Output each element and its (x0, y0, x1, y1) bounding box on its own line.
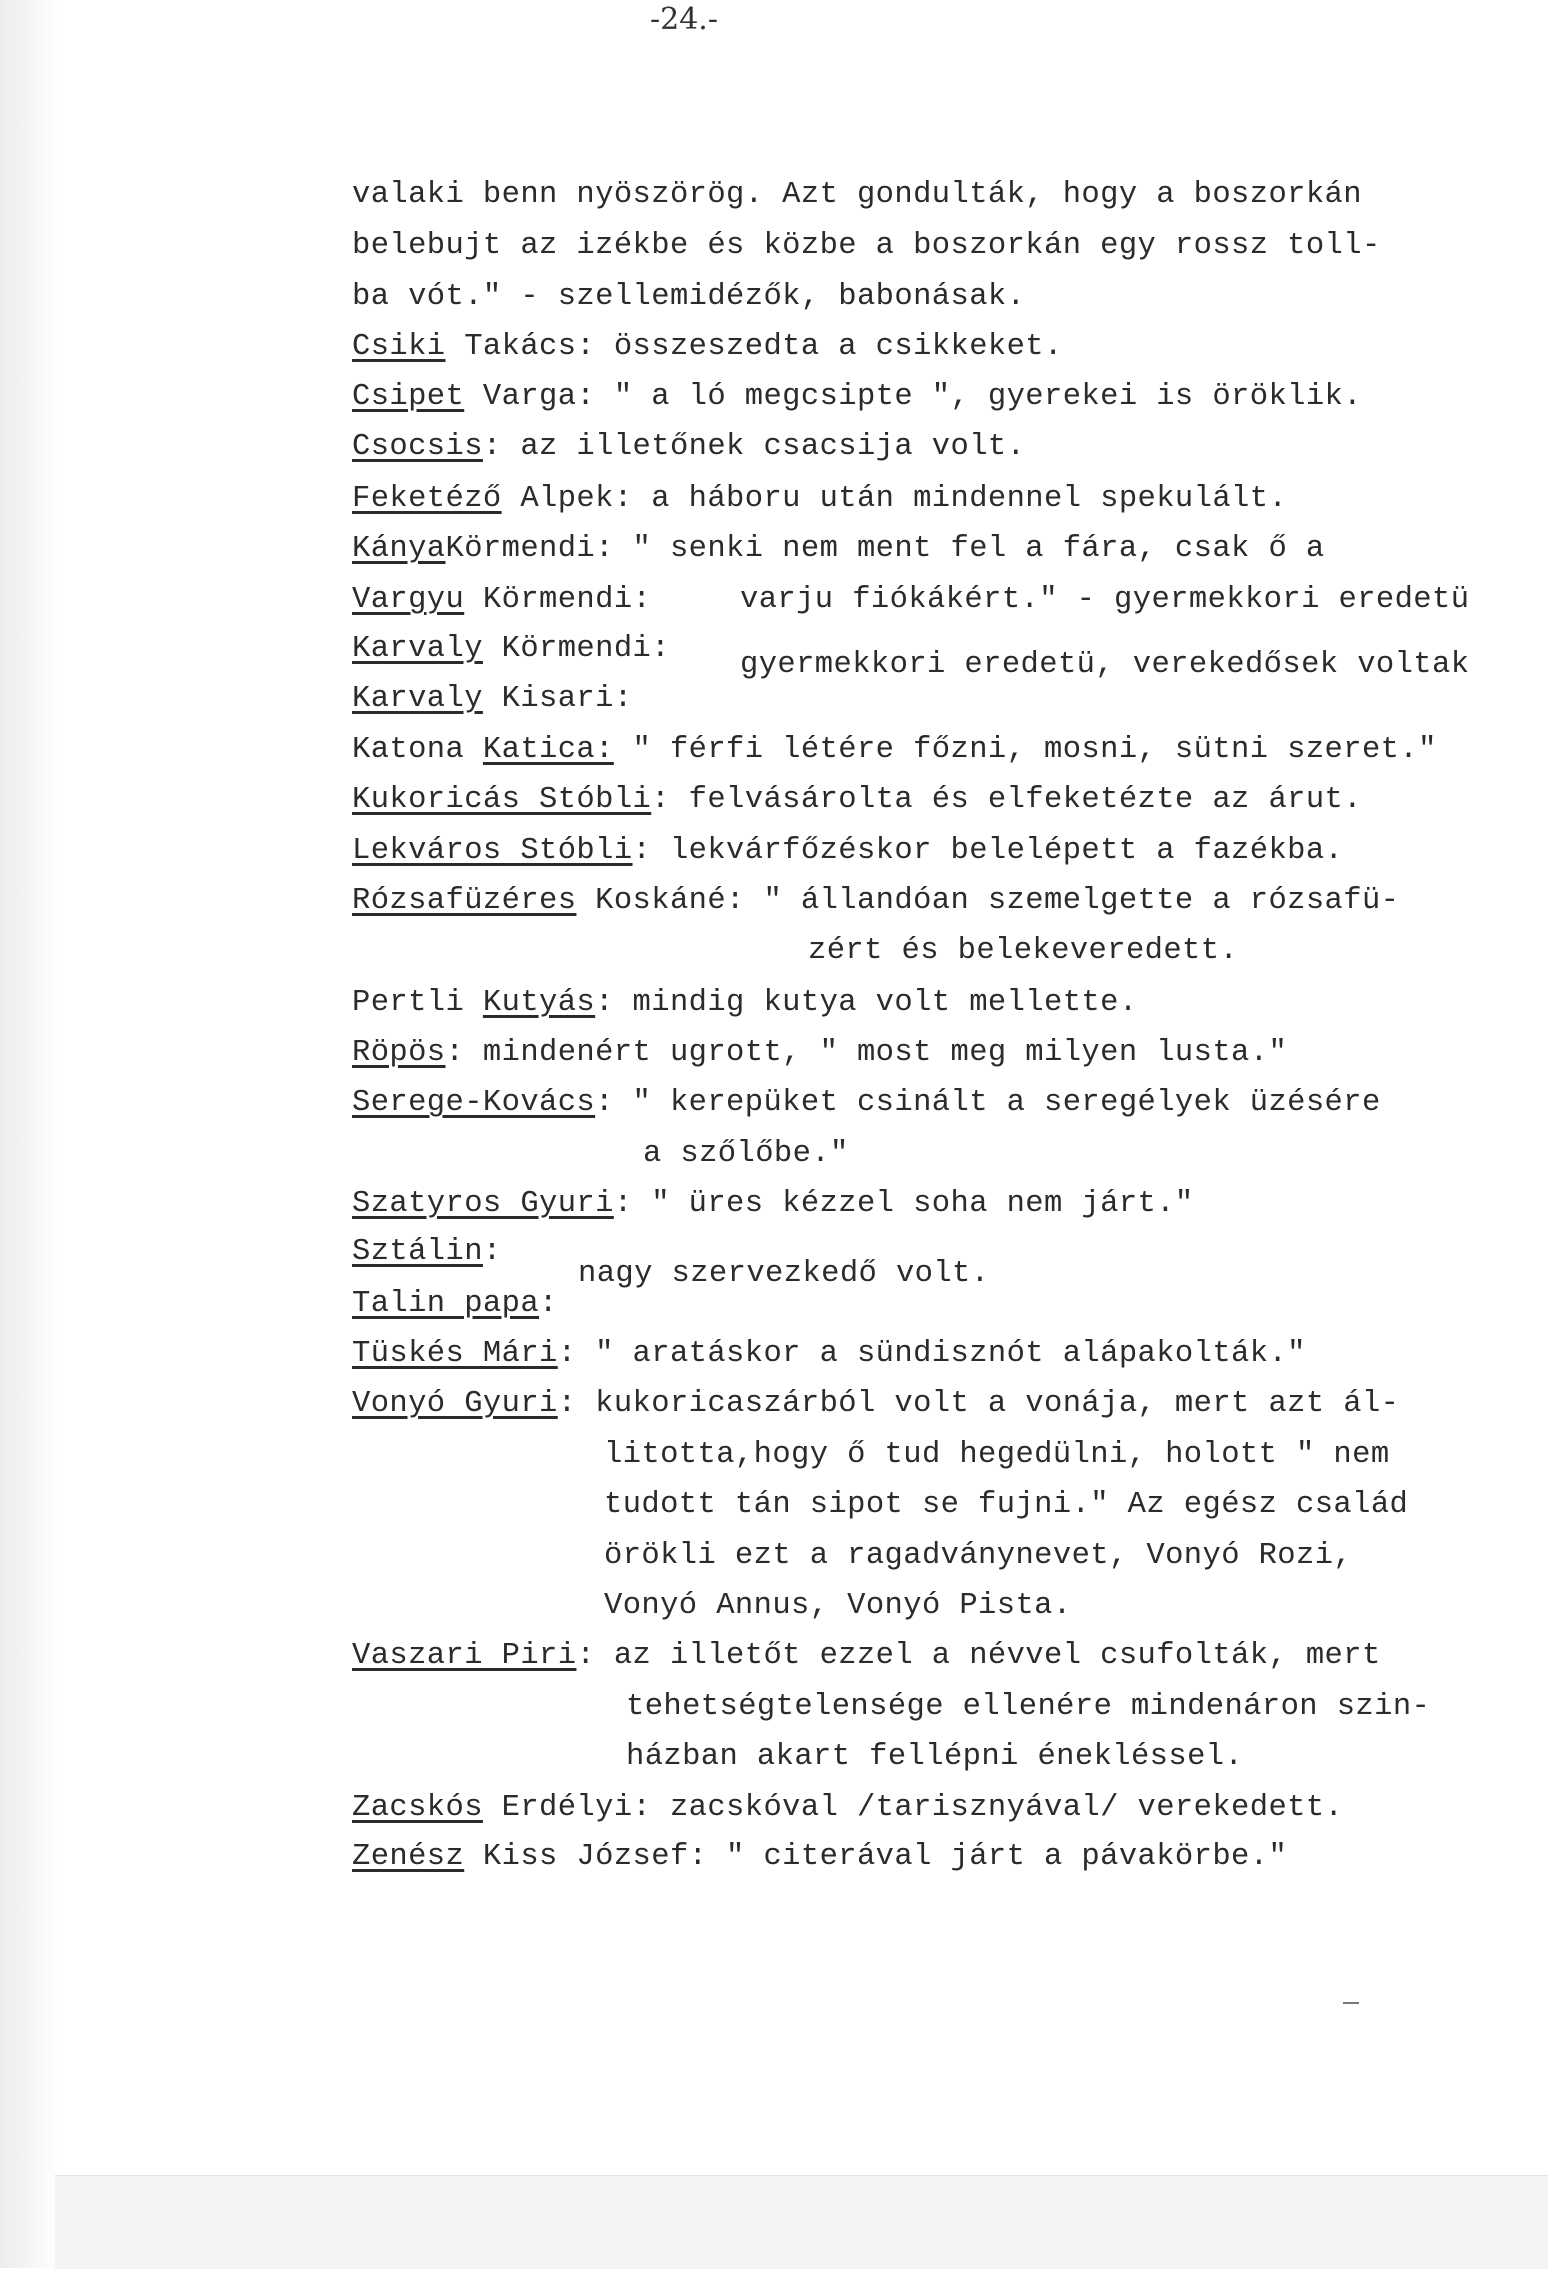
underlined-nickname: Zacskós (352, 1791, 483, 1825)
text-line (352, 781, 1362, 819)
line-text: Kisari: (482, 682, 633, 716)
underlined-nickname: Kukoricás Stóbli (352, 783, 652, 817)
text-line (352, 1084, 1381, 1122)
text-line (626, 1738, 1243, 1776)
line-text: ba vót." - szellemidézők, babonásak. (352, 280, 1026, 314)
text-line (352, 1335, 1306, 1373)
underlined-nickname: Csiki (352, 330, 446, 364)
line-text: Takács: összeszedta a csikkeket. (445, 330, 1063, 364)
scan-edge-shadow (0, 0, 60, 2268)
line-text: házban akart fellépni énekléssel. (626, 1740, 1244, 1774)
line-text: zért és belekeveredett. (808, 934, 1239, 968)
text-line (626, 1688, 1430, 1726)
underlined-nickname: Vonyó Gyuri (352, 1387, 558, 1421)
line-text: : (539, 1287, 558, 1321)
line-text: Vonyó Annus, Vonyó Pista. (604, 1589, 1072, 1623)
text-line (604, 1537, 1352, 1575)
text-line (352, 882, 1399, 920)
line-text: : kukoricaszárból volt a vonája, mert azt ál- (557, 1387, 1400, 1421)
line-text: Körmendi: (482, 632, 670, 666)
line-text: " férfi létére főzni, mosni, sütni szeret." (613, 733, 1437, 767)
text-line (808, 932, 1238, 970)
line-text: : az illetőnek csacsija volt. (482, 430, 1026, 464)
line-text: Varga: " a ló megcsipte ", gyerekei is öröklik. (464, 380, 1362, 414)
text-line (578, 1255, 989, 1293)
line-text: : " üres kézzel soha nem járt." (613, 1187, 1194, 1221)
text-line (352, 278, 1025, 316)
line-text: Körmendi: " senki nem ment fel a fára, csak ő a (445, 532, 1325, 566)
text-line (352, 1385, 1399, 1423)
line-text: Kiss József: " citerával járt a pávakörbe." (464, 1840, 1288, 1874)
underlined-nickname: Röpös (352, 1036, 446, 1070)
scan-bottom-band (55, 2175, 1548, 2269)
line-text: Katona (352, 733, 483, 767)
line-text: tudott tán sipot se fujni." Az egész család (604, 1488, 1409, 1522)
text-line (352, 378, 1362, 416)
underlined-nickname: Csipet (352, 380, 465, 414)
line-text: : felvásárolta és elfeketézte az árut. (651, 783, 1362, 817)
line-text: Körmendi: (464, 583, 652, 617)
text-line (352, 1185, 1194, 1223)
text-line (352, 984, 1138, 1022)
line-text: Pertli (352, 986, 483, 1020)
text-line (352, 581, 651, 619)
text-line (352, 832, 1343, 870)
line-text: litotta,hogy ő tud hegedülni, holott " nem (604, 1438, 1390, 1472)
text-line (352, 176, 1362, 214)
underlined-nickname: Talin papa (352, 1287, 540, 1321)
underlined-nickname: Feketéző (352, 482, 502, 516)
text-line (604, 1486, 1408, 1524)
line-text: tehetségtelensége ellenére mindenáron szin- (626, 1690, 1431, 1724)
text-line (740, 581, 1469, 619)
text-line (352, 328, 1063, 366)
text-line (352, 480, 1287, 518)
line-text: varju fiókákért." - gyermekkori eredetü (740, 583, 1470, 617)
underlined-nickname: Kánya (352, 532, 446, 566)
text-line (352, 1285, 558, 1323)
text-line (352, 630, 670, 668)
line-text: Alpek: a háboru után mindennel spekulált. (501, 482, 1288, 516)
underlined-nickname: Vaszari Piri (352, 1639, 577, 1673)
line-text: gyermekkori eredetü, verekedősek voltak (740, 648, 1470, 682)
text-line (604, 1436, 1390, 1474)
text-line (352, 680, 633, 718)
underlined-nickname: Vargyu (352, 583, 465, 617)
text-line (352, 428, 1025, 466)
underlined-nickname: Karvaly (352, 682, 483, 716)
line-text: : " kerepüket csinált a seregélyek üzésére (595, 1086, 1381, 1120)
margin-dash-mark (1343, 2002, 1359, 2004)
underlined-nickname: Katica: (482, 733, 614, 767)
line-text: : lekvárfőzéskor belelépett a fazékba. (632, 834, 1344, 868)
line-text: Koskáné: " állandóan szemelgette a rózsafü- (576, 884, 1400, 918)
text-line (352, 1789, 1343, 1827)
text-line (352, 227, 1381, 265)
line-text: : " aratáskor a sündisznót alápakolták." (557, 1337, 1306, 1371)
underlined-nickname: Sztálin (352, 1235, 483, 1269)
page-number: -24.- (650, 2, 718, 37)
underlined-nickname: Kutyás (482, 986, 596, 1020)
line-text: : mindenért ugrott, " most meg milyen lusta." (445, 1036, 1288, 1070)
line-text: örökli ezt a ragadványnevet, Vonyó Rozi, (604, 1539, 1353, 1573)
underlined-nickname: Szatyros Gyuri (352, 1187, 614, 1221)
text-line (604, 1587, 1072, 1625)
text-line (352, 1838, 1287, 1876)
underlined-nickname: Lekváros Stóbli (352, 834, 633, 868)
line-text: : (482, 1235, 502, 1269)
text-line (352, 1637, 1381, 1675)
text-line (352, 530, 1325, 568)
line-text: Erdélyi: zacskóval /tarisznyával/ verekedett. (482, 1791, 1344, 1825)
text-line (643, 1135, 849, 1173)
underlined-nickname: Karvaly (352, 632, 483, 666)
line-text: valaki benn nyöszörög. Azt gondulták, hogy a boszorkán (352, 178, 1362, 212)
line-text: : mindig kutya volt mellette. (595, 986, 1138, 1020)
line-text: a szőlőbe." (643, 1137, 849, 1171)
underlined-nickname: Csocsis (352, 430, 483, 464)
line-text: nagy szervezkedő volt. (578, 1257, 990, 1291)
underlined-nickname: Rózsafüzéres (352, 884, 577, 918)
line-text: : az illetőt ezzel a névvel csufolták, mert (576, 1639, 1381, 1673)
text-line (740, 646, 1469, 684)
text-line (352, 1034, 1287, 1072)
underlined-nickname: Serege-Kovács (352, 1086, 596, 1120)
text-line (352, 1233, 502, 1271)
line-text: belebujt az izékbe és közbe a boszorkán egy rossz toll- (352, 229, 1381, 263)
underlined-nickname: Zenész (352, 1840, 465, 1874)
text-line (352, 731, 1437, 769)
underlined-nickname: Tüskés Mári (352, 1337, 558, 1371)
